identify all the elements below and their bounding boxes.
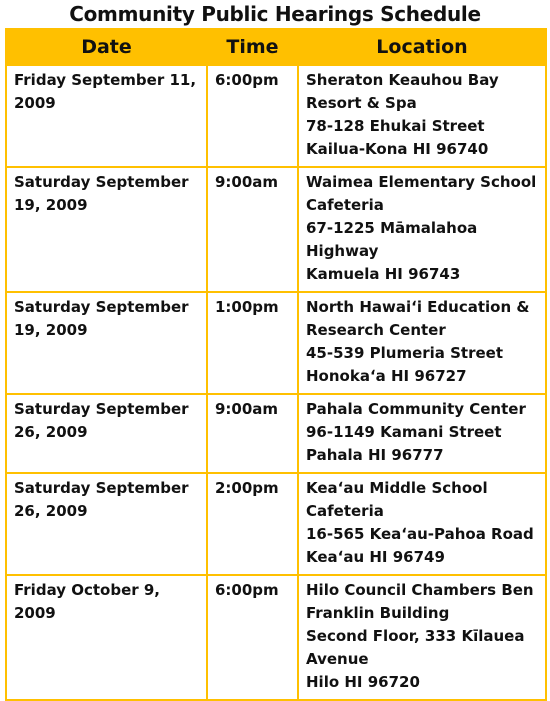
- table-row: [6, 167, 546, 292]
- column-header-time: Time: [207, 29, 298, 65]
- city-state-zip: Pahala HI 96777: [306, 446, 444, 464]
- time-cell: 9:00am: [207, 167, 298, 292]
- date-cell: Saturday September 26, 2009: [6, 473, 207, 575]
- column-header-date: Date: [6, 29, 207, 65]
- location-cell: [298, 292, 546, 394]
- location-cell: [298, 473, 546, 575]
- city-state-zip: Kamuela HI 96743: [306, 265, 461, 283]
- table-row: [6, 473, 546, 575]
- city-state-zip: Hilo HI 96720: [306, 673, 420, 691]
- venue-name: Sheraton Keauhou Bay Resort & Spa: [306, 71, 499, 112]
- street-address: Second Floor, 333 Kīlauea Avenue: [306, 627, 525, 668]
- city-state-zip: Honokaʻa HI 96727: [306, 367, 467, 385]
- location-cell: [298, 65, 546, 167]
- hearings-schedule-table: [5, 28, 547, 701]
- table-row: [6, 65, 546, 167]
- street-address: 67-1225 Māmalahoa Highway: [306, 219, 478, 260]
- table-row: [6, 394, 546, 473]
- time-cell: 9:00am: [207, 394, 298, 473]
- time-cell: 1:00pm: [207, 292, 298, 394]
- street-address: 78-128 Ehukai Street: [306, 117, 485, 135]
- page-title: Community Public Hearings Schedule: [69, 2, 481, 26]
- date-cell: Friday October 9, 2009: [6, 575, 207, 700]
- city-state-zip: Keaʻau HI 96749: [306, 548, 445, 566]
- time-cell: 6:00pm: [207, 65, 298, 167]
- table-row: [6, 292, 546, 394]
- location-cell: [298, 575, 546, 700]
- time-cell: 6:00pm: [207, 575, 298, 700]
- table-row: [6, 575, 546, 700]
- column-header-location: Location: [298, 29, 546, 65]
- venue-name: Waimea Elementary School Cafeteria: [306, 173, 537, 214]
- location-cell: [298, 394, 546, 473]
- location-cell: [298, 167, 546, 292]
- venue-name: Hilo Council Chambers Ben Franklin Building: [306, 581, 534, 622]
- table-header-row: [6, 29, 546, 65]
- venue-name: North Hawaiʻi Education & Research Center: [306, 298, 530, 339]
- street-address: 45-539 Plumeria Street: [306, 344, 504, 362]
- venue-name: Keaʻau Middle School Cafeteria: [306, 479, 488, 520]
- date-cell: Saturday September 26, 2009: [6, 394, 207, 473]
- venue-name: Pahala Community Center: [306, 400, 526, 418]
- date-cell: Saturday September 19, 2009: [6, 167, 207, 292]
- date-cell: Friday September 11, 2009: [6, 65, 207, 167]
- date-cell: Saturday September 19, 2009: [6, 292, 207, 394]
- city-state-zip: Kailua-Kona HI 96740: [306, 140, 489, 158]
- street-address: 16-565 Keaʻau-Pahoa Road: [306, 525, 534, 543]
- time-cell: 2:00pm: [207, 473, 298, 575]
- street-address: 96-1149 Kamani Street: [306, 423, 502, 441]
